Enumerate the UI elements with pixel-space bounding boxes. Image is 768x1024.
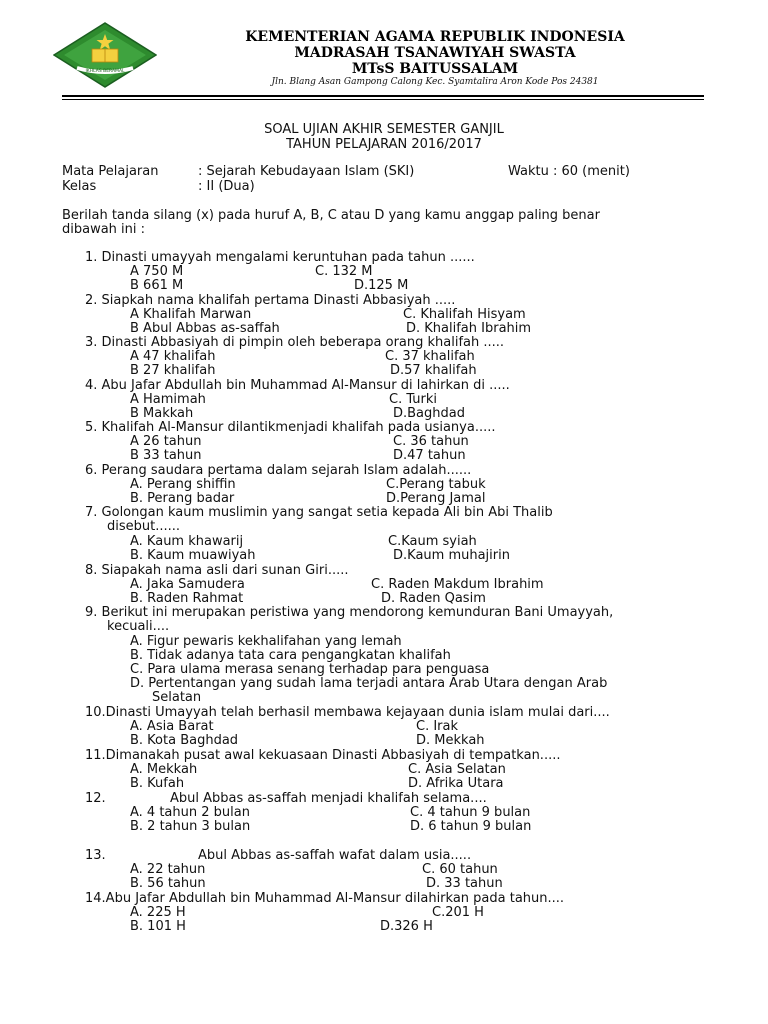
question-9-cont: kecuali.... bbox=[107, 619, 170, 634]
option-4a: A Hamimah bbox=[130, 392, 206, 407]
question-13: Abul Abbas as-saffah wafat dalam usia..... bbox=[198, 848, 472, 863]
option-4c: C. Turki bbox=[389, 392, 438, 407]
option-6d: D.Perang Jamal bbox=[386, 491, 486, 506]
question-2: 2. Siapkah nama khalifah pertama Dinasti Abbasiyah ..... bbox=[85, 293, 456, 308]
option-12c: C. 4 tahun 9 bulan bbox=[410, 805, 531, 820]
option-14c: C.201 H bbox=[432, 905, 484, 920]
option-4b: B Makkah bbox=[130, 406, 194, 421]
option-6b: B. Perang badar bbox=[130, 491, 235, 506]
option-8d: D. Raden Qasim bbox=[381, 591, 486, 606]
option-1c: C. 132 M bbox=[315, 264, 373, 279]
option-5d: D.47 tahun bbox=[393, 448, 466, 463]
option-6a: A. Perang shiffin bbox=[130, 477, 236, 492]
question-4: 4. Abu Jafar Abdullah bin Muhammad Al-Mansur di lahirkan di ..... bbox=[85, 378, 510, 393]
option-13c: C. 60 tahun bbox=[422, 862, 498, 877]
exam-time: Waktu : 60 (menit) bbox=[508, 164, 630, 179]
option-5a: A 26 tahun bbox=[130, 434, 202, 449]
question-7-cont: disebut...... bbox=[107, 519, 181, 534]
exam-year: TAHUN PELAJARAN 2016/2017 bbox=[286, 137, 482, 152]
option-1b: B 661 M bbox=[130, 278, 184, 293]
school-name: MTsS BAITUSSALAM bbox=[351, 61, 519, 77]
question-5: 5. Khalifah Al-Mansur dilantikmenjadi khalifah pada usianya..... bbox=[85, 420, 496, 435]
question-13-number: 13. bbox=[85, 848, 106, 863]
option-3b: B 27 khalifah bbox=[130, 363, 216, 378]
option-9d: D. Pertentangan yang sudah lama terjadi antara Arab Utara dengan Arab bbox=[130, 676, 608, 691]
option-12d: D. 6 tahun 9 bulan bbox=[410, 819, 532, 834]
option-6c: C.Perang tabuk bbox=[386, 477, 486, 492]
option-8b: B. Raden Rahmat bbox=[130, 591, 244, 606]
option-2c: C. Khalifah Hisyam bbox=[403, 307, 526, 322]
option-13a: A. 22 tahun bbox=[130, 862, 206, 877]
header-divider bbox=[62, 95, 704, 97]
question-1: 1. Dinasti umayyah mengalami keruntuhan pada tahun ...... bbox=[85, 250, 475, 265]
option-2d: D. Khalifah Ibrahim bbox=[406, 321, 532, 336]
question-12: Abul Abbas as-saffah menjadi khalifah selama.... bbox=[170, 791, 487, 806]
option-10c: C. Irak bbox=[416, 719, 459, 734]
question-9: 9. Berikut ini merupakan peristiwa yang mendorong kemunduran Bani Umayyah, bbox=[85, 605, 614, 620]
option-13b: B. 56 tahun bbox=[130, 876, 206, 891]
ministry-name: KEMENTERIAN AGAMA REPUBLIK INDONESIA bbox=[245, 29, 625, 45]
instruction-line-1: Berilah tanda silang (x) pada huruf A, B, C atau D yang kamu anggap paling benar bbox=[62, 208, 600, 223]
option-4d: D.Baghdad bbox=[393, 406, 465, 421]
question-3: 3. Dinasti Abbasiyah di pimpin oleh beberapa orang khalifah ..... bbox=[85, 335, 505, 350]
school-address: Jln. Blang Asan Gampong Calong Kec. Syamtalira Aron Kode Pos 24381 bbox=[271, 77, 599, 87]
question-12-number: 12. bbox=[85, 791, 106, 806]
option-1d: D.125 M bbox=[354, 278, 409, 293]
option-10b: B. Kota Baghdad bbox=[130, 733, 239, 748]
question-7: 7. Golongan kaum muslimin yang sangat setia kepada Ali bin Abi Thalib bbox=[85, 505, 553, 520]
instruction-line-2: dibawah ini : bbox=[62, 222, 146, 237]
option-11a: A. Mekkah bbox=[130, 762, 198, 777]
option-9a: A. Figur pewaris kekhalifahan yang lemah bbox=[130, 634, 402, 649]
option-8a: A. Jaka Samudera bbox=[130, 577, 245, 592]
option-7c: C.Kaum syiah bbox=[388, 534, 477, 549]
question-10: 10.Dinasti Umayyah telah berhasil membawa kejayaan dunia islam mulai dari.... bbox=[85, 705, 610, 720]
option-3a: A 47 khalifah bbox=[130, 349, 216, 364]
question-14: 14.Abu Jafar Abdullah bin Muhammad Al-Mansur dilahirkan pada tahun.... bbox=[85, 891, 565, 906]
option-9c: C. Para ulama merasa senang terhadap para penguasa bbox=[130, 662, 490, 677]
option-12b: B. 2 tahun 3 bulan bbox=[130, 819, 251, 834]
option-3c: C. 37 khalifah bbox=[385, 349, 475, 364]
question-6: 6. Perang saudara pertama dalam sejarah Islam adalah...... bbox=[85, 463, 472, 478]
option-10a: A. Asia Barat bbox=[130, 719, 214, 734]
option-11b: B. Kufah bbox=[130, 776, 185, 791]
option-10d: D. Mekkah bbox=[416, 733, 485, 748]
header-divider-thin bbox=[62, 99, 704, 100]
option-14a: A. 225 H bbox=[130, 905, 186, 920]
option-14b: B. 101 H bbox=[130, 919, 186, 934]
option-9d-cont: Selatan bbox=[152, 690, 202, 705]
class-label: Kelas bbox=[62, 179, 97, 194]
school-type: MADRASAH TSANAWIYAH SWASTA bbox=[294, 45, 576, 61]
option-12a: A. 4 tahun 2 bulan bbox=[130, 805, 250, 820]
option-5c: C. 36 tahun bbox=[393, 434, 469, 449]
option-8c: C. Raden Makdum Ibrahim bbox=[371, 577, 544, 592]
question-8: 8. Siapakah nama asli dari sunan Giri..... bbox=[85, 563, 349, 578]
class-value: : II (Dua) bbox=[198, 179, 255, 194]
option-2b: B Abul Abbas as-saffah bbox=[130, 321, 280, 336]
option-3d: D.57 khalifah bbox=[390, 363, 477, 378]
kemenag-emblem-icon bbox=[53, 22, 157, 88]
option-14d: D.326 H bbox=[380, 919, 433, 934]
logo-text: IKHLAS BERAMAL bbox=[85, 69, 125, 74]
question-11: 11.Dimanakah pusat awal kekuasaan Dinasti Abbasiyah di tempatkan..... bbox=[85, 748, 561, 763]
option-13d: D. 33 tahun bbox=[426, 876, 503, 891]
subject-label: Mata Pelajaran bbox=[62, 164, 159, 179]
subject-value: : Sejarah Kebudayaan Islam (SKI) bbox=[198, 164, 415, 179]
option-11d: D. Afrika Utara bbox=[408, 776, 504, 791]
option-7b: B. Kaum muawiyah bbox=[130, 548, 256, 563]
option-1a: A 750 M bbox=[130, 264, 184, 279]
option-2a: A Khalifah Marwan bbox=[130, 307, 252, 322]
option-7a: A. Kaum khawarij bbox=[130, 534, 244, 549]
option-5b: B 33 tahun bbox=[130, 448, 202, 463]
option-7d: D.Kaum muhajirin bbox=[393, 548, 510, 563]
option-9b: B. Tidak adanya tata cara pengangkatan khalifah bbox=[130, 648, 451, 663]
option-11c: C. Asia Selatan bbox=[408, 762, 506, 777]
exam-title: SOAL UJIAN AKHIR SEMESTER GANJIL bbox=[264, 122, 504, 137]
